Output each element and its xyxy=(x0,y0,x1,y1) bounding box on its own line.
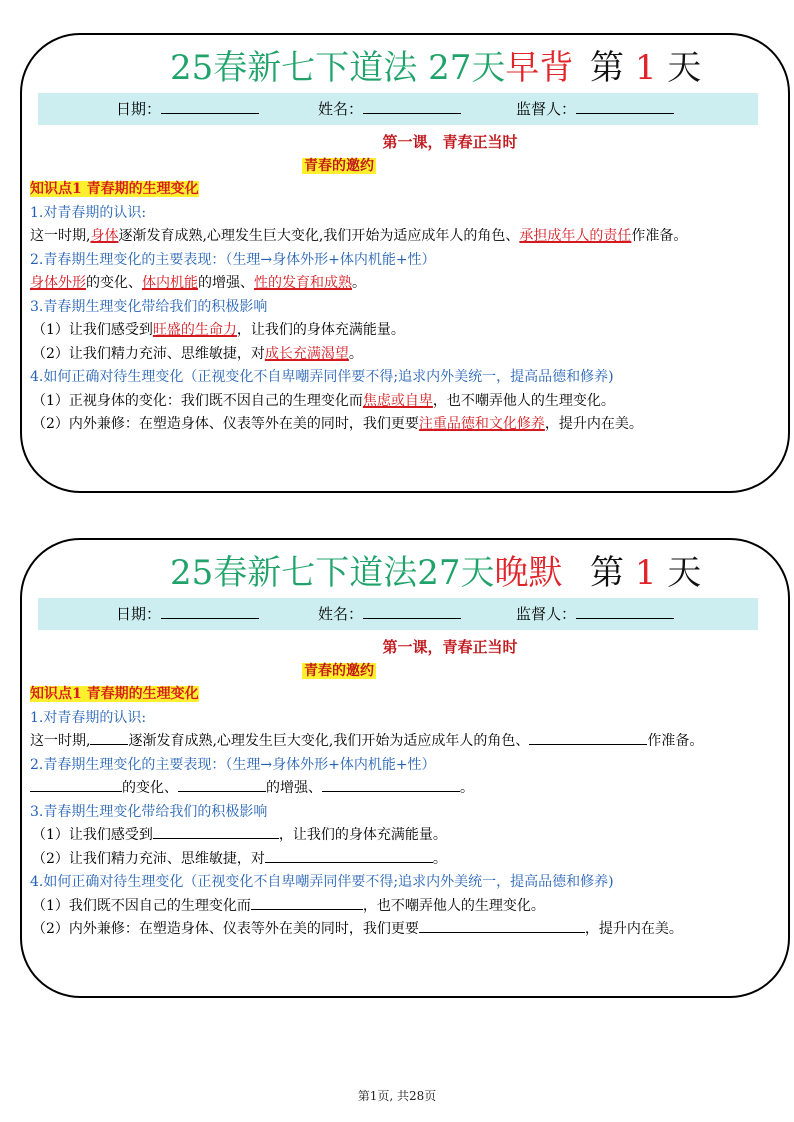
line-1: 这一时期,身体逐渐发育成熟,心理发生巨大变化,我们开始为适应成年人的角色、承担成年人的责任作准备。 xyxy=(30,228,688,244)
answer-text: 成长充满渴望 xyxy=(264,345,349,362)
answer-text: 性的发育和成熟 xyxy=(254,275,352,291)
fill-blank[interactable] xyxy=(529,730,647,745)
name-blank[interactable] xyxy=(363,602,461,619)
day-label-b: 天 xyxy=(667,553,702,593)
day-label-a: 第 xyxy=(590,48,624,88)
card-title xyxy=(22,45,788,91)
knowledge-point-heading: 知识点1 青春期的生理变化 xyxy=(30,181,199,197)
title-suffix: 早背 xyxy=(505,48,574,88)
fill-blank[interactable] xyxy=(265,848,433,863)
title-prefix: 25春新 xyxy=(170,48,282,88)
lesson-title: 第一课，青春正当时 xyxy=(382,133,518,151)
supervisor-blank[interactable] xyxy=(576,602,674,619)
name-field[interactable] xyxy=(318,93,461,125)
line-6: （2）内外兼修：在塑造身体、仪表等外在美的同时，我们更要注重品德和文化修养，提升内在美。 xyxy=(32,416,643,432)
fill-blank[interactable] xyxy=(30,777,122,792)
name-label: 姓名： xyxy=(318,605,364,623)
section-title: 青春的邀约 xyxy=(304,663,374,679)
fill-blank[interactable] xyxy=(90,730,128,745)
answer-text: 身体 xyxy=(90,228,119,244)
supervisor-label: 监督人： xyxy=(516,100,577,118)
answer-text: 承担成年人的责任 xyxy=(519,228,632,244)
section-title: 青春的邀约 xyxy=(304,158,374,174)
line-1: 这一时期, 逐渐发育成熟,心理发生巨大变化,我们开始为适应成年人的角色、 作准备。 xyxy=(30,730,790,754)
date-label: 日期： xyxy=(116,100,162,118)
page-footer: 第1页, 共28页 xyxy=(357,1089,437,1103)
answer-text: 体内机能 xyxy=(142,275,198,291)
date-label: 日期： xyxy=(116,605,162,623)
line-4: （2）让我们精力充沛、思维敏捷，对 。 xyxy=(30,848,790,872)
line-3: （1）让我们感受到旺盛的生命力，让我们的身体充满能量。 xyxy=(32,322,405,338)
card-body xyxy=(30,178,790,437)
knowledge-point-heading: 知识点1 青春期的生理变化 xyxy=(30,686,199,702)
question-3: 3.青春期生理变化带给我们的积极影响 xyxy=(30,803,268,820)
fill-blank[interactable] xyxy=(419,918,585,933)
title-prefix: 25春新 xyxy=(170,553,282,593)
name-label: 姓名： xyxy=(318,100,364,118)
question-1: 1.对青春期的认识: xyxy=(30,204,147,221)
card-title xyxy=(22,550,788,596)
answer-text: 焦虑或自卑 xyxy=(362,392,433,409)
answer-text: 身体外形 xyxy=(30,275,86,291)
fill-blank[interactable] xyxy=(153,824,279,839)
supervisor-blank[interactable] xyxy=(576,97,674,114)
day-label-a: 第 xyxy=(590,553,624,593)
date-field[interactable] xyxy=(116,93,259,125)
date-field[interactable] xyxy=(116,598,259,630)
line-2: 的变化、 的增强、 。 xyxy=(30,777,790,801)
line-3: （1）让我们感受到 ，让我们的身体充满能量。 xyxy=(30,824,790,848)
title-suffix: 晚默 xyxy=(494,553,563,593)
day-number: 1 xyxy=(634,48,657,88)
title-mid: 七下道法27天 xyxy=(281,553,495,593)
question-3: 3.青春期生理变化带给我们的积极影响 xyxy=(30,298,268,315)
question-4: 4.如何正确对待生理变化（正视变化不自卑嘲弄同伴要不得;追求内外美统一，提高品德和修养) xyxy=(30,874,614,890)
line-2: 身体外形的变化、体内机能的增强、性的发育和成熟。 xyxy=(30,275,366,291)
morning-recitation-card xyxy=(20,33,790,493)
date-blank[interactable] xyxy=(161,97,259,114)
supervisor-label: 监督人： xyxy=(516,605,577,623)
line-5: （1）我们既不因自己的生理变化而 ，也不嘲弄他人的生理变化。 xyxy=(30,895,790,919)
question-2: 2.青春期生理变化的主要表现：（生理→身体外形+体内机能+性） xyxy=(30,756,436,773)
line-4: （2）让我们精力充沛、思维敏捷，对成长充满渴望。 xyxy=(32,345,363,362)
fill-blank[interactable] xyxy=(178,777,266,792)
fill-blank[interactable] xyxy=(251,895,363,910)
answer-text: 旺盛的生命力 xyxy=(152,322,237,338)
card-body xyxy=(30,683,790,942)
question-1: 1.对青春期的认识: xyxy=(30,709,147,726)
date-blank[interactable] xyxy=(161,602,259,619)
day-number: 1 xyxy=(634,553,657,593)
question-4: 4.如何正确对待生理变化（正视变化不自卑嘲弄同伴要不得;追求内外美统一，提高品德和修养) xyxy=(30,369,614,385)
name-blank[interactable] xyxy=(363,97,461,114)
question-2: 2.青春期生理变化的主要表现：（生理→身体外形+体内机能+性） xyxy=(30,251,436,268)
title-mid: 七下道法 27天 xyxy=(281,48,506,88)
day-label-b: 天 xyxy=(667,48,702,88)
info-bar xyxy=(38,598,758,630)
lesson-title: 第一课，青春正当时 xyxy=(382,638,518,656)
info-bar xyxy=(38,93,758,125)
supervisor-field[interactable] xyxy=(516,598,674,630)
name-field[interactable] xyxy=(318,598,461,630)
line-5: （1）正视身体的变化：我们既不因自己的生理变化而焦虑或自卑，也不嘲弄他人的生理变化。 xyxy=(32,392,615,409)
line-6: （2）内外兼修：在塑造身体、仪表等外在美的同时，我们更要 ，提升内在美。 xyxy=(30,918,790,942)
evening-dictation-card xyxy=(20,538,790,998)
supervisor-field[interactable] xyxy=(516,93,674,125)
answer-text: 注重品德和文化修养 xyxy=(418,416,545,432)
fill-blank[interactable] xyxy=(322,777,460,792)
